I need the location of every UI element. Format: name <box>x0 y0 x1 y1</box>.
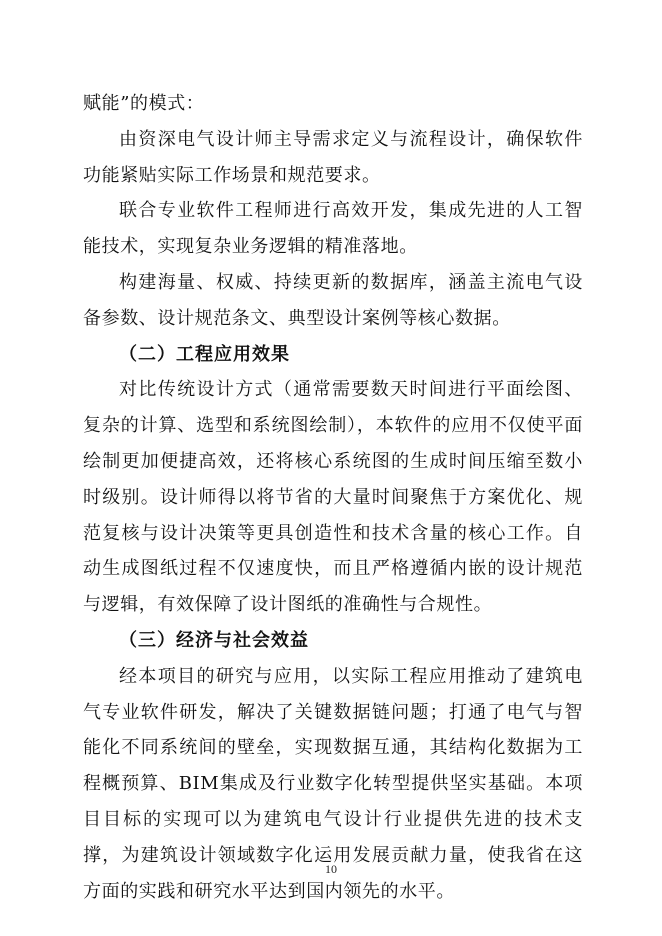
paragraph-requirements: 由资深电气设计师主导需求定义与流程设计，确保软件功能紧贴实际工作场景和规范要求。 <box>83 128 583 186</box>
paragraph-engineering-effect: 对比传统设计方式（通常需要数天时间进行平面绘图、复杂的计算、选型和系统图绘制），本软件的应用不仅使平面绘制更加便捷高效，还将核心系统图的生成时间压缩至数小时级别。设计师得以将节省的大量时间聚焦于方案优化、规范复核与设计决策等更具创造性和技术含量的核心工作。自动生成图纸过程不仅速度快，而且严格遵循内嵌的设计规范与逻辑，有效保障了设计图纸的准确性与合规性。 <box>83 379 583 616</box>
page-number: 10 <box>325 862 337 876</box>
paragraph-intro-continuation: 赋能”的模式： <box>83 93 205 114</box>
document-body <box>83 86 583 909</box>
paragraph-development: 联合专业软件工程师进行高效开发，集成先进的人工智能技术，实现复杂业务逻辑的精准落地。 <box>83 200 583 258</box>
section-heading-engineering-effect: （二）工程应用效果 <box>119 343 290 365</box>
section-heading-economic-social-benefit: （三）经济与社会效益 <box>119 629 309 651</box>
paragraph-economic-social-benefit: 经本项目的研究与应用，以实际工程应用推动了建筑电气专业软件研发，解决了关键数据链问题；打通了电气与智能化不同系统间的壁垒，实现数据互通，其结构化数据为工程概预算、BIM集成及行业数字化转型提供坚实基础。本项目目标的实现可以为建筑电气设计行业提供先进的技术支撑，为建筑设计领域数字化运用发展贡献力量，使我省在这方面的实践和研究水平达到国内领先的水平。 <box>83 665 583 902</box>
paragraph-database: 构建海量、权威、持续更新的数据库，涵盖主流电气设备参数、设计规范条文、典型设计案例等核心数据。 <box>83 271 583 329</box>
